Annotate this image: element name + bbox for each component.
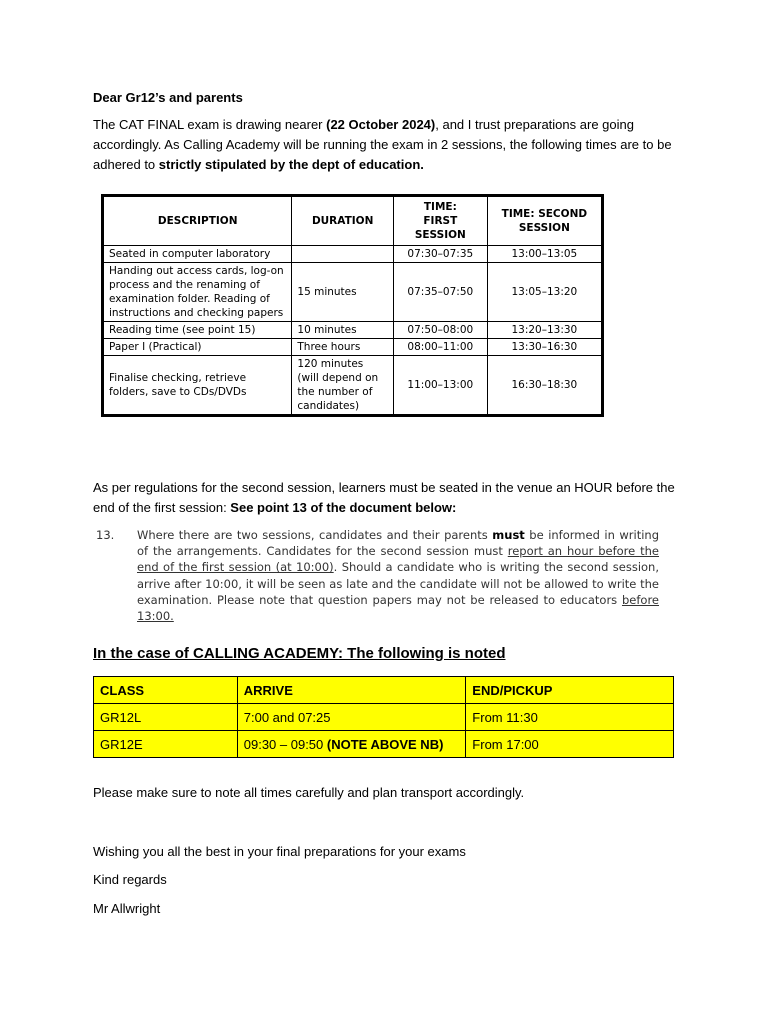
schedule-header-description: DESCRIPTION <box>103 196 292 246</box>
schedule-second-time: 13:05–13:20 <box>487 263 602 322</box>
schedule-row <box>103 246 603 263</box>
schedule-description: Finalise checking, retrieve folders, save to CDs/DVDs <box>103 356 292 416</box>
schedule-row <box>103 339 603 356</box>
schedule-first-time: 07:30–07:35 <box>393 246 487 263</box>
pickup-arrive-time: 7:00 and 07:25 <box>243 709 331 725</box>
closing: Kind regards <box>93 872 167 887</box>
regulation-emphasis: See point 13 of the document below: <box>230 500 457 515</box>
intro-paragraph <box>93 115 683 175</box>
excerpt-text: be informed in writing of the arrangements. Candidates for the second session must <box>137 528 659 559</box>
pickup-header-row <box>94 677 674 704</box>
signature: Mr Allwright <box>93 901 161 916</box>
excerpt-number: 13. <box>96 528 115 542</box>
intro-emphasis: strictly stipulated by the dept of education <box>158 157 421 172</box>
pickup-end: From 11:30 <box>466 704 674 731</box>
schedule-duration: 15 minutes <box>292 263 394 322</box>
excerpt-underlined: report an hour before the end of the first session (at 10:00) <box>137 544 659 575</box>
pickup-arrive-time: 09:30 – 09:50 <box>243 736 327 752</box>
schedule-second-time: 13:20–13:30 <box>487 322 602 339</box>
schedule-second-time: 13:30–16:30 <box>487 339 602 356</box>
pickup-class: GR12L <box>94 704 238 731</box>
schedule-first-time: 11:00–13:00 <box>393 356 487 416</box>
excerpt-text: . Should a candidate who is writing the second session, arrive after 10:00, it will be seen as late and the candidate will not be allowed to write the examination. Please note that question papers may not be released to educators <box>137 560 660 607</box>
schedule-header-first-session: TIME: FIRST SESSION <box>393 196 487 246</box>
schedule-duration: Three hours <box>292 339 394 356</box>
pickup-class: GR12E <box>94 731 238 758</box>
transport-note: Please make sure to note all times carefully and plan transport accordingly. <box>93 785 525 800</box>
regulation-paragraph <box>93 478 683 518</box>
schedule-description: Paper I (Practical) <box>103 339 292 356</box>
regulation-text: As per regulations for the second session, learners must be seated in the venue an HOUR before the end of the first session: <box>93 480 675 515</box>
schedule-row <box>103 322 603 339</box>
schedule-description: Seated in computer laboratory <box>103 246 292 263</box>
pickup-end: From 17:00 <box>466 731 674 758</box>
regulation-excerpt <box>0 527 768 627</box>
schedule-duration <box>292 246 394 263</box>
schedule-duration: 120 minutes (will depend on the number of candidates) <box>292 356 394 416</box>
greeting: Dear Gr12’s and parents <box>93 90 243 105</box>
pickup-arrive-note: (NOTE ABOVE NB) <box>326 736 444 752</box>
pickup-row <box>94 731 674 758</box>
pickup-header-class: CLASS <box>94 677 238 704</box>
excerpt-body <box>137 527 659 624</box>
excerpt-text: Where there are two sessions, candidates and their parents <box>137 528 493 542</box>
intro-text-2: , and I trust preparations are going accordingly. As Calling Academy will be running the exam in 2 sessions, the following times are to be adhered to <box>93 117 672 172</box>
schedule-description: Reading time (see point 15) <box>103 322 292 339</box>
pickup-row <box>94 704 674 731</box>
exam-date: (22 October 2024) <box>326 117 436 132</box>
intro-end: . <box>420 157 424 172</box>
schedule-header-row <box>103 196 603 246</box>
schedule-description: Handing out access cards, log-on process and the renaming of examination folder. Reading of instructions and checking papers <box>103 263 292 322</box>
schedule-first-time: 07:35–07:50 <box>393 263 487 322</box>
schedule-row <box>103 263 603 322</box>
schedule-second-time: 16:30–18:30 <box>487 356 602 416</box>
excerpt-must: must <box>492 528 525 542</box>
exam-schedule-table <box>101 194 604 417</box>
pickup-arrive <box>237 731 466 758</box>
wishes: Wishing you all the best in your final preparations for your exams <box>93 844 466 859</box>
pickup-table <box>93 676 674 758</box>
schedule-header-second-session: TIME: SECOND SESSION <box>487 196 602 246</box>
calling-academy-heading: In the case of CALLING ACADEMY: The following is noted <box>93 645 506 662</box>
schedule-row <box>103 356 603 416</box>
schedule-duration: 10 minutes <box>292 322 394 339</box>
pickup-header-end: END/PICKUP <box>466 677 674 704</box>
pickup-arrive <box>237 704 466 731</box>
pickup-header-arrive: ARRIVE <box>237 677 466 704</box>
excerpt-underlined: before 13:00. <box>137 592 659 624</box>
intro-text-1: The CAT FINAL exam is drawing nearer <box>93 117 327 132</box>
schedule-header-duration: DURATION <box>292 196 394 246</box>
schedule-second-time: 13:00–13:05 <box>487 246 602 263</box>
schedule-first-time: 08:00–11:00 <box>393 339 487 356</box>
schedule-first-time: 07:50–08:00 <box>393 322 487 339</box>
